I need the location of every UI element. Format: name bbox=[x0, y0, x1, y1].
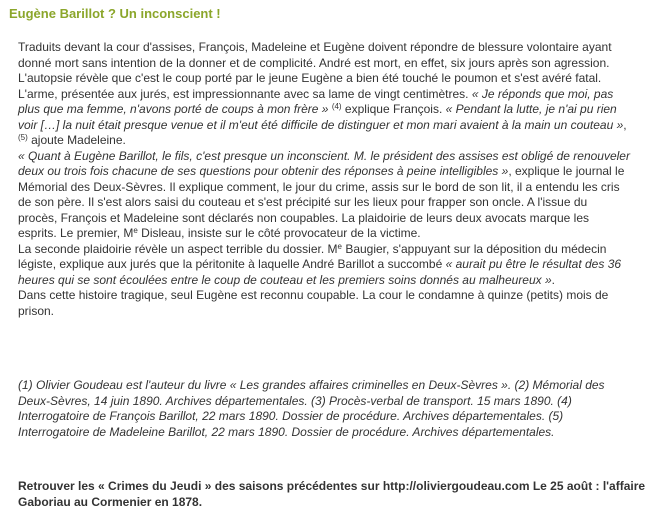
body-line bbox=[18, 288, 658, 304]
website-link[interactable]: http://oliviergoudeau.com bbox=[382, 479, 530, 493]
text-run: de son père. Il s'est alors saisi du couteau et s'est précipité sur les lieux pour frapper son oncle. A l'issue du bbox=[18, 195, 588, 209]
italic-quote: voir […] la nuit était presque venue et il m'eut été difficile de distinguer et mon mari avaient à la main un couteau » bbox=[18, 117, 624, 132]
superscript-ref: e bbox=[133, 226, 138, 235]
body-line bbox=[18, 71, 658, 87]
italic-quote: « Je réponds que moi, pas bbox=[471, 86, 614, 101]
text-run: Mémorial des Deux-Sèvres. Il explique comment, le jour du crime, assis sur le bord de son lit, il a entendu les cris bbox=[18, 179, 620, 194]
body-line bbox=[18, 40, 658, 56]
text-run: La seconde plaidoirie révèle un aspect terrible du dossier. M bbox=[18, 241, 338, 256]
footnotes bbox=[18, 378, 658, 440]
italic-quote: « Pendant la lutte, je n'ai pu rien bbox=[445, 102, 617, 116]
text-run: , explique le journal le bbox=[508, 164, 625, 178]
footnote-line: Interrogatoire de Madeleine Barillot, 22 mars 1890. Dossier de procédure. Archives départementales. bbox=[18, 424, 555, 439]
footer-promo bbox=[18, 478, 658, 510]
footnote-line: Interrogatoire de François Barillot, 22 mars 1890. Dossier de procédure. Archives départementales. (5) bbox=[18, 409, 564, 423]
text-run: . bbox=[551, 272, 556, 287]
superscript-ref: (5) bbox=[18, 133, 28, 142]
body-line bbox=[18, 87, 658, 103]
footnote-line: Deux-Sèvres, 14 juin 1890. Archives départementales. (3) Procès-verbal de transport. 15 mars 1890. (4) bbox=[18, 393, 572, 408]
superscript-ref: e bbox=[337, 241, 342, 251]
text-run: L'autopsie révèle que c'est le coup porté par le jeune Eugène a bien été touché le poumon et s'est avéré fatal. bbox=[18, 71, 602, 85]
body-line bbox=[18, 211, 658, 227]
body-line bbox=[18, 273, 658, 289]
footnote-line: (1) Olivier Goudeau est l'auteur du livre « Les grandes affaires criminelles en Deux-Sèvres ». (2) Mémorial des bbox=[18, 378, 605, 392]
text-run: procès, François et Madeleine sont déclarés non coupables. La plaidoirie de leurs deux avocats marque les bbox=[18, 210, 589, 225]
text-run: ajoute Madeleine. bbox=[27, 133, 126, 147]
body-line bbox=[18, 118, 658, 134]
italic-quote: « Quant à Eugène Barillot, le fils, c'est presque un inconscient. M. le président des assises est obligé de renouveler bbox=[18, 148, 630, 163]
text-run: esprits. Le premier, M bbox=[18, 226, 134, 240]
italic-quote: deux ou trois fois chacune de ses questions pour obtenir des réponses à peine intelligibles » bbox=[18, 164, 509, 178]
text-run: Traduits devant la cour d'assises, François, Madeleine et Eugène doivent répondre de blessure volontaire ayant bbox=[18, 40, 612, 54]
body-line bbox=[18, 257, 658, 273]
body-line bbox=[18, 56, 658, 72]
body-line bbox=[18, 180, 658, 196]
text-run: légiste, explique aux jurés que la péritonite à laquelle André Barillot a succombé bbox=[18, 257, 446, 271]
text-run: prison. bbox=[18, 303, 55, 318]
body-line bbox=[18, 164, 658, 180]
italic-quote: plus que ma femme, n'avons porté de coups à mon frère » bbox=[18, 102, 329, 116]
article-body bbox=[18, 40, 658, 319]
text-run: Disleau, insiste sur le côté provocateur de la victime. bbox=[137, 226, 421, 240]
text-run: explique François. bbox=[341, 102, 446, 116]
superscript-ref: (4) bbox=[331, 102, 342, 111]
footer-text-after: Le 25 août : l'affaire bbox=[529, 479, 646, 493]
body-line bbox=[18, 304, 658, 320]
footer-line-1 bbox=[18, 478, 658, 494]
text-run: donné mort sans intention de la donner et de complicité. André est mort, en effet, six jours après son agression. bbox=[18, 55, 610, 70]
body-line bbox=[18, 195, 658, 211]
text-run: , bbox=[623, 117, 627, 132]
body-line bbox=[18, 242, 658, 258]
text-run: Dans cette histoire tragique, seul Eugène est reconnu coupable. La cour le condamne à quinze (petits) mois de bbox=[18, 288, 609, 302]
footer-text: Retrouver les « Crimes du Jeudi » des saisons précédentes sur bbox=[18, 479, 383, 493]
article-title: Eugène Barillot ? Un inconscient ! bbox=[9, 6, 221, 21]
italic-quote: heures qui se sont écoulées entre le coup de couteau et les premiers soins donnés au malheureux » bbox=[18, 272, 552, 287]
body-line bbox=[18, 102, 658, 118]
body-line bbox=[18, 133, 658, 149]
text-run: Baugier, s'appuyant sur la déposition du médecin bbox=[341, 241, 607, 256]
footer-line-2: Gaboriau au Cormenier en 1878. bbox=[18, 495, 203, 509]
body-line bbox=[18, 149, 658, 165]
text-run: L'arme, présentée aux jurés, est impressionnante avec sa lame de vingt centimètres. bbox=[18, 86, 472, 101]
body-line bbox=[18, 226, 658, 242]
italic-quote: « aurait pu être le résultat des 36 bbox=[445, 257, 622, 271]
